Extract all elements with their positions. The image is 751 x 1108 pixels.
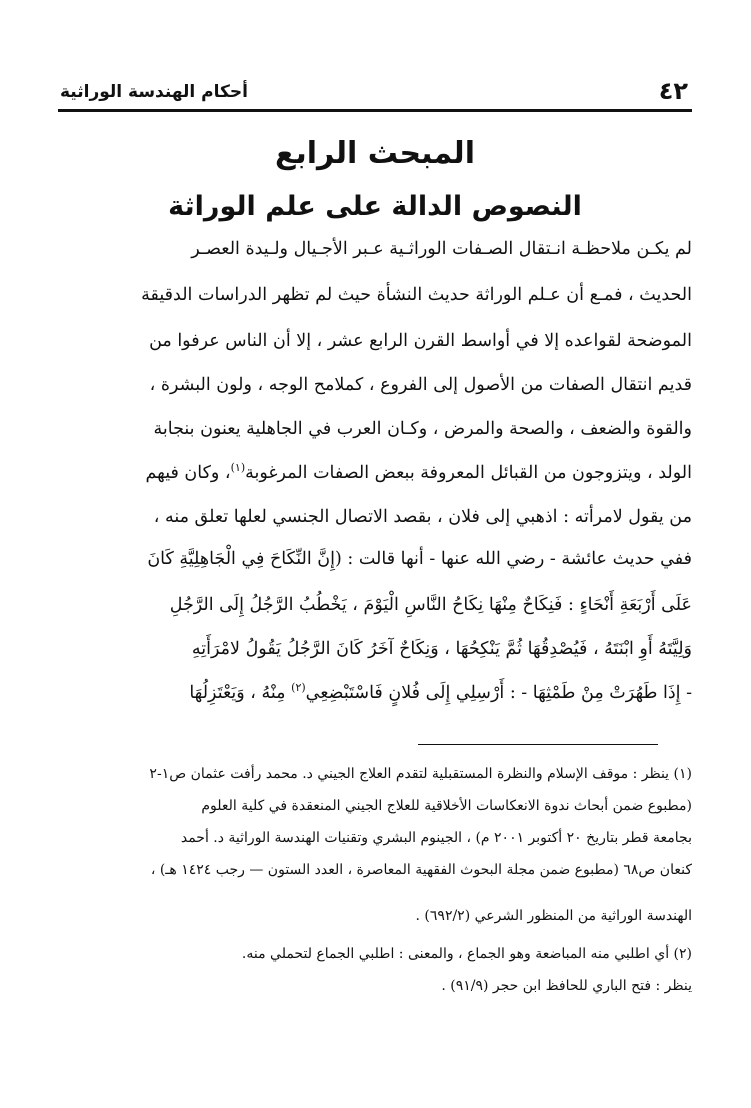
header-rule — [58, 109, 692, 112]
body-line: ففي حديث عائشة - رضي الله عنها - أنها قالت : (إِنَّ النِّكَاحَ فِي الْجَاهِلِيَّةِ كَانَ — [147, 549, 692, 569]
book-title: أحكام الهندسة الوراثية — [60, 82, 248, 102]
footnote-ref[interactable]: (٢) — [291, 681, 306, 695]
page-number: ٤٢ — [658, 77, 688, 105]
body-line: لم يكـن ملاحظـة انـتقال الصـفات الوراثـية عـبر الأجـيال ولـيدة العصـر — [191, 239, 692, 259]
body-line-text: - إِذَا طَهُرَتْ مِنْ طَمْثِهَا - : أَرْسِلِي إِلَى فُلانٍ فَاسْتَبْضِعِي — [305, 683, 692, 703]
body-line: عَلَى أَرْبَعَةِ أَنْحَاءٍ : فَنِكَاحٌ مِنْهَا نِكَاحُ النَّاسِ الْيَوْمَ ، يَخْطُبُ الرَّجُلُ إِلَى الرَّجُلِ — [169, 595, 692, 615]
footnote-separator — [418, 744, 658, 745]
body-line-text: الولد ، ويتزوجون من القبائل المعروفة ببعض الصفات المرغوبة — [245, 463, 692, 483]
body-line-continuation: مِنْهُ ، وَيَعْتَزِلُهَا — [189, 683, 286, 703]
section-subheading: النصوص الدالة على علم الوراثة — [168, 191, 582, 222]
body-line: من يقول لامرأته : اذهبي إلى فلان ، بقصد الاتصال الجنسي لعلها تعلق منه ، — [153, 507, 692, 527]
body-line: الموضحة لقواعده إلا في أواسط القرن الرابع عشر ، إلا أن الناس عرفوا من — [149, 331, 692, 351]
footnote-ref[interactable]: (١) — [230, 461, 246, 475]
running-header — [58, 76, 690, 106]
body-line — [58, 458, 692, 488]
footnote-line: (٢) أي اطلبي منه المباضعة وهو الجماع ، والمعنى : اطلبي الجماع لتحملي منه. — [241, 946, 692, 962]
body-line: قديم انتقال الصفات من الأصول إلى الفروع ، كملامح الوجه ، ولون البشرة ، — [149, 375, 692, 395]
body-line-suffix: ، وكان فيهم — [145, 463, 231, 483]
body-line: الحديث ، فمـع أن عـلم الوراثة حديث النشأة حيث لم تظهر الدراسات الدقيقة — [141, 285, 692, 305]
section-heading: المبحث الرابع — [275, 136, 475, 171]
footnote-line: (مطبوع ضمن أبحاث ندوة الانعكاسات الأخلاقية للعلاج الجيني المنعقدة في كلية العلوم — [201, 798, 692, 814]
footnote-line: ينظر : فتح الباري للحافظ ابن حجر (٩١/٩) . — [441, 978, 692, 994]
body-line: وَلِيَّتَهُ أَوِ ابْنَتَهُ ، فَيُصْدِقُهَا ثُمَّ يَنْكِحُهَا ، وَنِكَاحٌ آخَرُ كَانَ الرَّجُلُ يَقُولُ لامْرَأَتِهِ — [191, 639, 692, 659]
body-line — [58, 678, 692, 708]
footnote-line: الهندسة الوراثية من المنظور الشرعي (٦٩٢/٢) . — [415, 908, 692, 924]
body-line: والقوة والضعف ، والصحة والمرض ، وكـان العرب في الجاهلية يعنون بنجابة — [153, 419, 692, 439]
footnote-line: بجامعة قطر بتاريخ ٢٠ أكتوبر ٢٠٠١ م) ، الجينوم البشري وتقنيات الهندسة الوراثية د. أحمد — [180, 830, 692, 846]
footnote-line: (١) ينظر : موقف الإسلام والنظرة المستقبلية لتقدم العلاج الجيني د. محمد رأفت عثمان ص١-٢ — [149, 766, 692, 782]
footnote-line: كنعان ص٦٨ (مطبوع ضمن مجلة البحوث الفقهية المعاصرة ، العدد الستون — رجب ١٤٢٤ هـ) ، — [150, 862, 692, 878]
